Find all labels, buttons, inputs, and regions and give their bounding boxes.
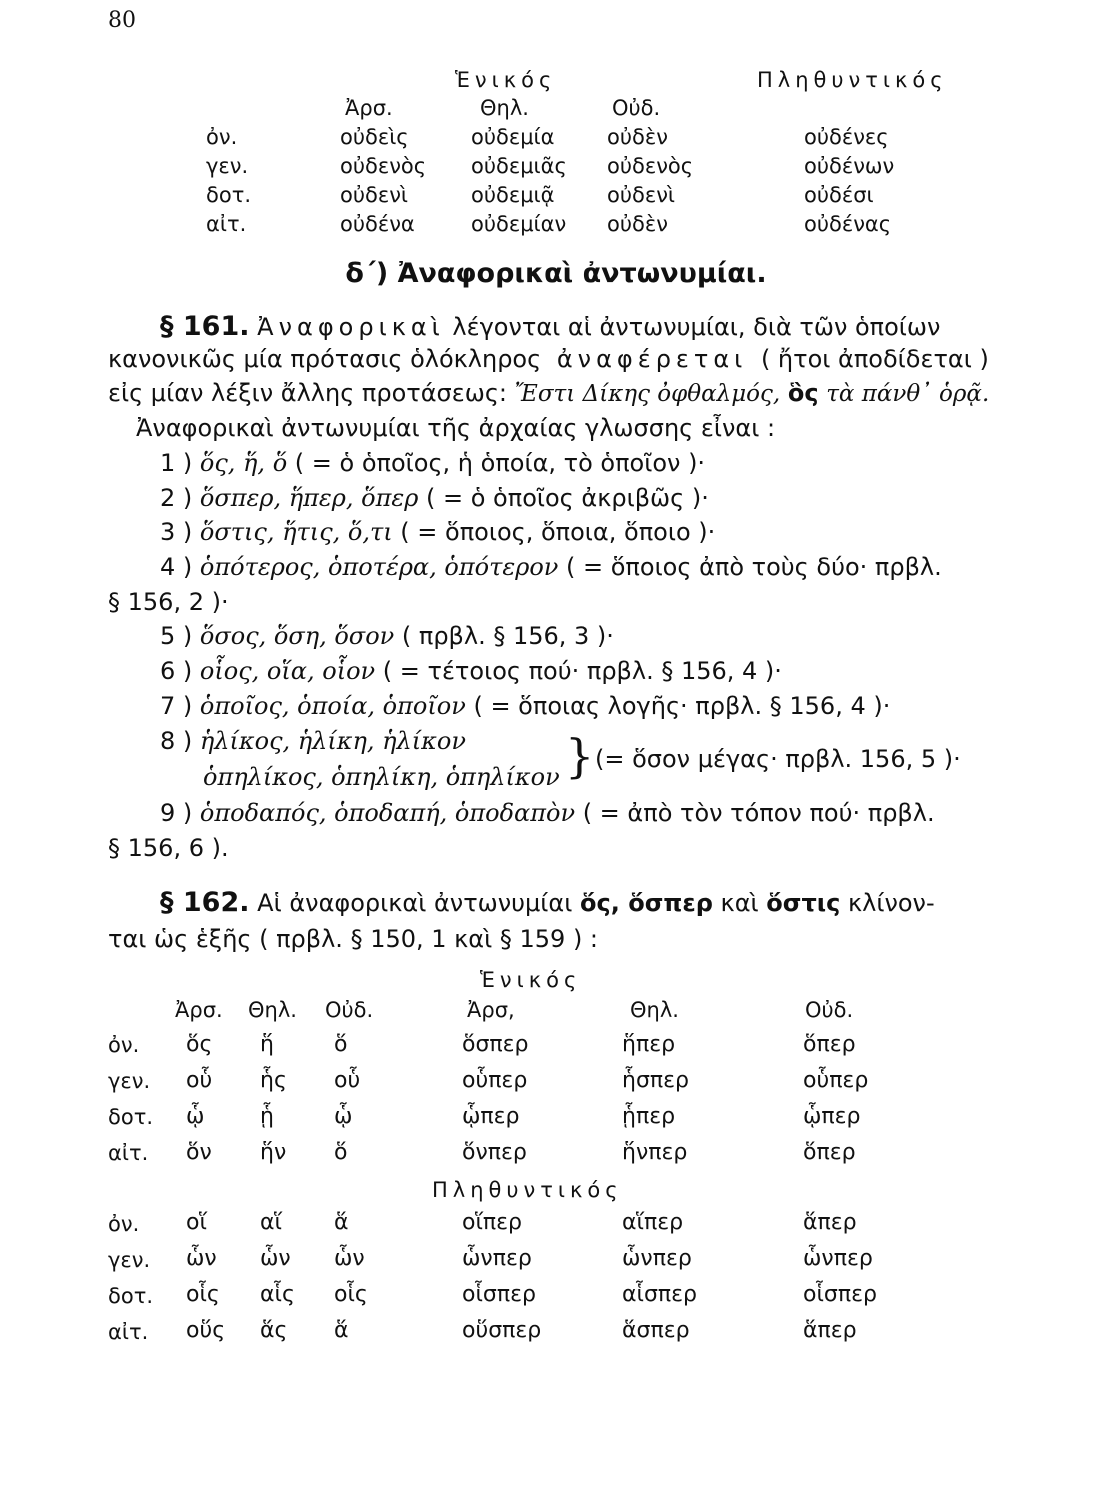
case-label: δοτ. — [108, 1284, 154, 1308]
table-cell: οὐδενὸς — [340, 154, 427, 178]
table-cell: ἅπερ — [803, 1318, 857, 1343]
table-cell: οὐδέσι — [804, 183, 874, 207]
gender-fem-header: Θηλ. — [480, 96, 529, 120]
gender-masc-header: Ἀρσ. — [345, 96, 393, 120]
item-number: 4 ) — [160, 553, 193, 581]
case-label: γεν. — [108, 1248, 151, 1272]
gender-header: Οὐδ. — [805, 998, 854, 1022]
case-label: ὀν. — [108, 1033, 140, 1057]
case-label: δοτ. — [206, 183, 252, 207]
table-cell: ᾗ — [260, 1104, 274, 1129]
table-cell: οἷσπερ — [462, 1282, 536, 1307]
case-label: γεν. — [108, 1069, 151, 1093]
item-number: 5 ) — [160, 622, 193, 650]
table-cell: ἅπερ — [803, 1210, 857, 1235]
para-line-4: Ἀναφορικαὶ ἀντωνυμίαι τῆς ἀρχαίας γλωσσης εἶναι : — [136, 414, 776, 442]
gender-header: Ἀρσ, — [467, 998, 515, 1022]
table-cell: οὐδενὸς — [607, 154, 694, 178]
table-cell: οὕς — [186, 1318, 226, 1343]
item-number: 1 ) — [160, 449, 193, 477]
item-note: ( = ὁ ὁποῖος ἀκριβῶς )· — [426, 484, 709, 512]
item-forms: ὅστις, ἥτις, ὅ,τι — [199, 518, 393, 546]
item-number: 7 ) — [160, 692, 193, 720]
item-note: ( = ὁ ὁποῖος, ἡ ὁποία, τὸ ὁποῖον )· — [294, 449, 706, 477]
table-cell: ἥπερ — [622, 1032, 676, 1057]
text: Αἱ ἀναφορικαὶ ἀντωνυμίαι — [257, 889, 573, 917]
para-line-1 — [160, 887, 935, 918]
page-number: 80 — [108, 8, 136, 33]
table-cell: οὐδὲν — [607, 212, 668, 236]
gender-header: Ἀρσ. — [175, 998, 223, 1022]
item-number: 2 ) — [160, 484, 193, 512]
list-item-continuation: § 156, 6 ). — [108, 834, 229, 862]
list-item — [160, 449, 705, 477]
table-cell: ἅς — [260, 1318, 288, 1343]
item-forms: ὅς, ἥ, ὅ — [199, 449, 288, 477]
text: κανονικῶς μία πρότασις ὁλόκληρος — [108, 345, 542, 373]
item-forms: ἡλίκος, ἡλίκη, ἡλίκον — [199, 727, 466, 755]
example-pronoun: ὃς — [787, 379, 819, 407]
table-cell: ὅπερ — [803, 1032, 856, 1057]
case-label: ὀν. — [206, 125, 238, 149]
list-item — [160, 799, 935, 827]
item-note: ( = ὅποιας λογῆς· πρβλ. § 156, 4 )· — [473, 692, 891, 720]
table-cell: οὗ — [186, 1068, 213, 1093]
item-note: (= ὅσον μέγας· πρβλ. 156, 5 )· — [595, 745, 961, 773]
list-item-continuation: § 156, 2 )· — [108, 588, 229, 616]
gender-header: Θηλ. — [630, 998, 679, 1022]
item-forms: ὁποδαπός, ὁποδαπή, ὁποδαπὸν — [199, 799, 576, 827]
list-item — [160, 553, 942, 581]
table-cell: ὅπερ — [803, 1140, 856, 1165]
plural-label: Πληθυντικός — [757, 68, 948, 92]
table-cell: οὐδὲν — [607, 125, 668, 149]
table-cell: ὧν — [334, 1246, 365, 1271]
text: λέγονται αἱ ἀντωνυμίαι, διὰ τῶν ὁποίων — [452, 313, 941, 341]
text: ( ἤτοι ἀποδίδεται ) — [760, 345, 989, 373]
table-cell: ἧς — [260, 1068, 287, 1093]
item-forms: ὅσος, ὅση, ὅσον — [199, 622, 395, 650]
table-cell: αἵπερ — [622, 1210, 684, 1235]
item-note: ( = ὅποιος ἀπὸ τοὺς δύο· πρβλ. — [566, 553, 942, 581]
table-cell: οὕσπερ — [462, 1318, 542, 1343]
table-cell: ὧν — [186, 1246, 217, 1271]
case-label: δοτ. — [108, 1105, 154, 1129]
table-cell: οἷσπερ — [803, 1282, 877, 1307]
table-cell: ἥνπερ — [622, 1140, 688, 1165]
item-number: 9 ) — [160, 799, 193, 827]
table-cell: ὅ — [334, 1032, 348, 1057]
item-forms: ὅσπερ, ἥπερ, ὅπερ — [199, 484, 419, 512]
table-cell: οὐδένα — [340, 212, 415, 236]
table-cell: ἥν — [260, 1140, 287, 1165]
text: εἰς μίαν λέξιν ἄλλης προτάσεως: — [108, 379, 508, 407]
item-forms: ὁπότερος, ὁποτέρα, ὁπότερον — [199, 553, 559, 581]
gender-neut-header: Οὐδ. — [612, 96, 661, 120]
table-cell: ὅ — [334, 1140, 348, 1165]
table-cell: αἵ — [260, 1210, 282, 1235]
case-label: ὀν. — [108, 1212, 140, 1236]
item-note: ( = ὅποιος, ὅποια, ὅποιο )· — [400, 518, 716, 546]
table-cell: οὐδενὶ — [340, 183, 409, 207]
brace-glyph: } — [565, 729, 595, 783]
item-number: 3 ) — [160, 518, 193, 546]
item-forms: οἷος, οἵα, οἷον — [199, 657, 376, 685]
case-label: γεν. — [206, 154, 249, 178]
table-cell: οὐδεὶς — [340, 125, 409, 149]
table-cell: ὅνπερ — [462, 1140, 527, 1165]
list-item — [160, 657, 782, 685]
plural-label: Πληθυντικός — [432, 1178, 623, 1202]
table-cell: ὧνπερ — [462, 1246, 532, 1271]
table-cell: οὗ — [334, 1068, 361, 1093]
pronoun-bold: ὅστις — [766, 889, 841, 917]
pronoun-bold: ὅς, ὅσπερ — [580, 889, 713, 917]
table-cell: οὗπερ — [803, 1068, 869, 1093]
table-cell: ἅσπερ — [622, 1318, 690, 1343]
table-cell: ᾧ — [334, 1104, 353, 1129]
table-cell: οὐδένων — [804, 154, 895, 178]
case-label: αἰτ. — [108, 1320, 149, 1344]
table-cell: ᾧ — [186, 1104, 205, 1129]
list-item — [160, 518, 715, 546]
example: τὰ πάνθ᾽ ὁρᾷ. — [826, 381, 990, 407]
table-cell: ὅσπερ — [462, 1032, 529, 1057]
table-cell: οὐδεμιᾶς — [471, 154, 567, 178]
table-cell: αἷσπερ — [622, 1282, 697, 1307]
gender-header: Οὐδ. — [325, 998, 374, 1022]
para-line-2: ται ὡς ἑξῆς ( πρβλ. § 150, 1 καὶ § 159 ) : — [108, 925, 599, 953]
table-cell: οἵπερ — [462, 1210, 523, 1235]
text: καὶ — [720, 889, 759, 917]
item-note: ( = τέτοιος πού· πρβλ. § 156, 4 )· — [382, 657, 782, 685]
table-cell: ἅ — [334, 1210, 349, 1235]
item-note: ( πρβλ. § 156, 3 )· — [401, 622, 614, 650]
table-cell: οἷς — [186, 1282, 220, 1307]
table-cell: οὐδένας — [804, 212, 892, 236]
table-cell: οὗπερ — [462, 1068, 528, 1093]
para-line-1 — [160, 311, 940, 342]
para-line-3 — [108, 379, 989, 407]
case-label: αἰτ. — [206, 212, 247, 236]
item-number: 6 ) — [160, 657, 193, 685]
table-cell: οὐδεμιᾷ — [471, 183, 555, 207]
term: ἀναφέρεται — [556, 345, 748, 373]
table-cell: ὅν — [186, 1140, 212, 1165]
list-item — [160, 484, 709, 512]
table-cell: ὧν — [260, 1246, 291, 1271]
gender-header: Θηλ. — [248, 998, 297, 1022]
list-item — [160, 622, 614, 650]
table-cell: ᾧπερ — [462, 1104, 520, 1129]
table-cell: ἅ — [334, 1318, 349, 1343]
table-cell: οὐδεμία — [471, 125, 555, 149]
table-cell: ᾧπερ — [803, 1104, 861, 1129]
section-number: § 161. — [160, 311, 250, 342]
section-number: § 162. — [160, 887, 250, 918]
singular-label: Ἑνικός — [455, 68, 557, 92]
table-cell: ᾗπερ — [622, 1104, 676, 1129]
item-forms-second: ὁπηλίκος, ὁπηλίκη, ὁπηλίκον — [203, 763, 560, 791]
text: κλίνον- — [848, 889, 935, 917]
singular-label: Ἑνικός — [480, 968, 582, 992]
para-line-2 — [108, 345, 989, 373]
table-cell: ὧνπερ — [622, 1246, 692, 1271]
item-forms: ὁποῖος, ὁποία, ὁποῖον — [199, 692, 466, 720]
table-cell: ἧσπερ — [622, 1068, 689, 1093]
list-item — [160, 692, 890, 720]
table-cell: αἷς — [260, 1282, 295, 1307]
table-cell: οἷς — [334, 1282, 368, 1307]
section-heading: δ΄) Ἀναφορικαὶ ἀντωνυμίαι. — [345, 258, 767, 289]
item-number: 8 ) — [160, 727, 193, 755]
term: Ἀναφορικαὶ — [257, 313, 445, 341]
case-label: αἰτ. — [108, 1141, 149, 1165]
table-cell: ἥ — [260, 1032, 274, 1057]
table-cell: οὐδενὶ — [607, 183, 676, 207]
item-note: ( = ἀπὸ τὸν τόπον πού· πρβλ. — [582, 799, 935, 827]
list-item — [160, 727, 466, 755]
table-cell: οὐδένες — [804, 125, 889, 149]
table-cell: ὧνπερ — [803, 1246, 873, 1271]
table-cell: ὅς — [186, 1032, 213, 1057]
example: Ἔστι Δίκης ὀφθαλμός, — [514, 381, 781, 407]
table-cell: οὐδεμίαν — [471, 212, 567, 236]
table-cell: οἵ — [186, 1210, 207, 1235]
